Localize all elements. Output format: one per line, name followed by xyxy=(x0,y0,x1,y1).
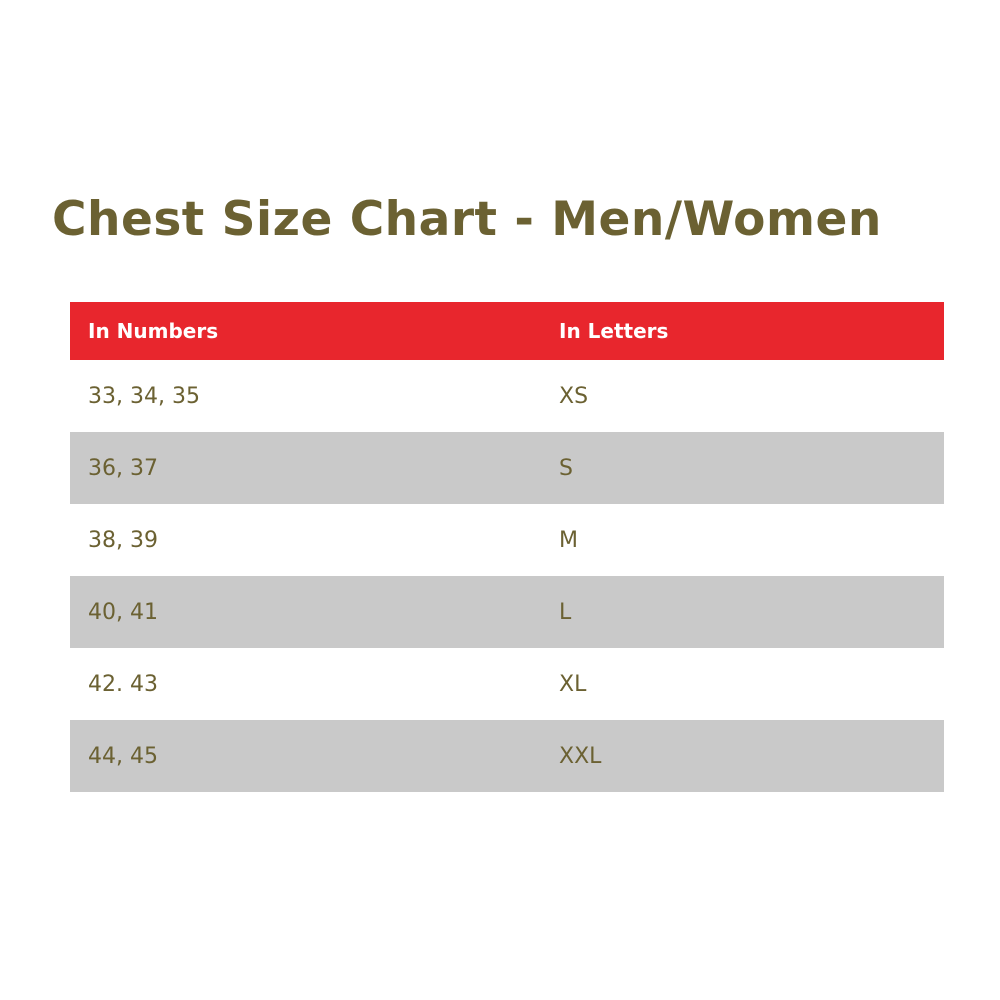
cell-letters: L xyxy=(541,576,944,648)
table-row xyxy=(70,432,944,504)
cell-numbers: 38, 39 xyxy=(70,504,541,576)
cell-numbers: 33, 34, 35 xyxy=(70,360,541,432)
column-header-in-numbers: In Numbers xyxy=(70,302,541,360)
table-row xyxy=(70,648,944,720)
cell-letters: XL xyxy=(541,648,944,720)
column-header-in-letters: In Letters xyxy=(541,302,944,360)
cell-numbers: 44, 45 xyxy=(70,720,541,792)
table-row xyxy=(70,360,944,432)
cell-letters: S xyxy=(541,432,944,504)
cell-numbers: 36, 37 xyxy=(70,432,541,504)
cell-letters: M xyxy=(541,504,944,576)
table-header xyxy=(70,302,944,360)
table-row xyxy=(70,504,944,576)
chest-size-table xyxy=(70,302,944,792)
cell-letters: XS xyxy=(541,360,944,432)
cell-numbers: 40, 41 xyxy=(70,576,541,648)
table-row xyxy=(70,576,944,648)
table-body xyxy=(70,360,944,792)
page-title: Chest Size Chart - Men/Women xyxy=(52,192,882,247)
table-header-row xyxy=(70,302,944,360)
cell-letters: XXL xyxy=(541,720,944,792)
table-row xyxy=(70,720,944,792)
cell-numbers: 42. 43 xyxy=(70,648,541,720)
